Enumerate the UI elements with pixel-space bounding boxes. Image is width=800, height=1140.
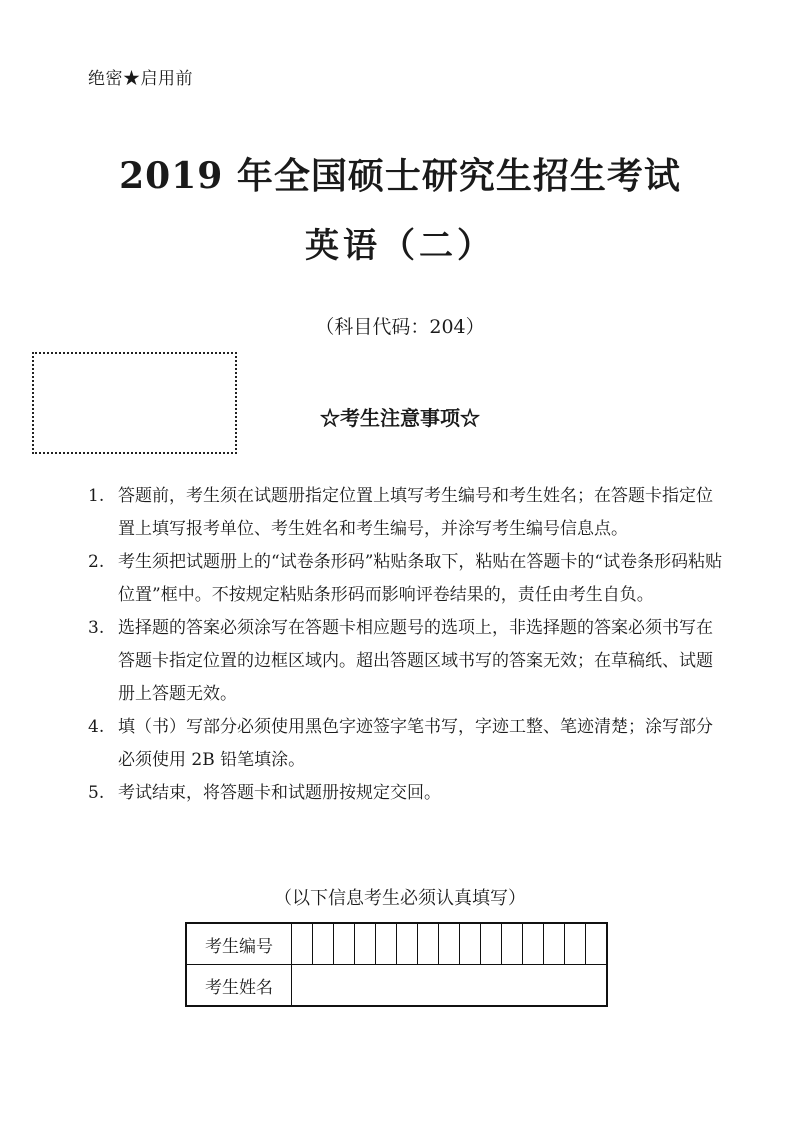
candidate-number-label: 考生编号 (186, 923, 292, 965)
exam-title: 2019 年全国硕士研究生招生考试 (119, 155, 681, 197)
notice-item (88, 480, 728, 546)
notice-item-number: 1. (88, 486, 105, 506)
notice-item-text: 答题前，考生须在试题册指定位置上填写考生编号和考生姓名；在答题卡指定位置上填写报考单位、考生姓名和考生编号，并涂写考生编号信息点。 (118, 486, 713, 539)
candidate-number-digit-cell[interactable] (523, 923, 544, 965)
candidate-number-digit-cell[interactable] (544, 923, 565, 965)
candidate-number-digit-cell[interactable] (418, 923, 439, 965)
confidential-mark: 绝密★启用前 (88, 69, 193, 89)
notice-item-number: 2. (88, 552, 105, 572)
candidate-name-row (186, 965, 607, 1007)
candidate-name-label: 考生姓名 (186, 965, 292, 1007)
candidate-number-digit-cell[interactable] (334, 923, 355, 965)
exam-subject: 英语（二） (305, 226, 495, 266)
notice-item (88, 546, 728, 612)
candidate-number-digit-cell[interactable] (565, 923, 586, 965)
notice-item (88, 777, 728, 810)
notice-heading: ☆考生注意事项☆ (320, 406, 480, 430)
notice-item (88, 711, 728, 777)
candidate-number-digit-cell[interactable] (460, 923, 481, 965)
notice-list (88, 480, 728, 810)
notice-item-number: 3. (88, 618, 105, 638)
notice-item-text: 填（书）写部分必须使用黑色字迹签字笔书写，字迹工整、笔迹清楚；涂写部分必须使用 2B 铅笔填涂。 (118, 717, 713, 770)
candidate-number-row (186, 923, 607, 965)
notice-item-text: 考试结束，将答题卡和试题册按规定交回。 (118, 783, 441, 803)
candidate-number-digit-cell[interactable] (481, 923, 502, 965)
candidate-name-field[interactable] (292, 965, 608, 1007)
candidate-number-digit-cell[interactable] (397, 923, 418, 965)
info-form-caption: （以下信息考生必须认真填写） (274, 888, 526, 909)
notice-item-number: 5. (88, 783, 105, 803)
subject-code: （科目代码：204） (315, 316, 485, 338)
candidate-number-digit-cell[interactable] (376, 923, 397, 965)
notice-item-number: 4. (88, 717, 105, 737)
candidate-number-digit-cell[interactable] (313, 923, 334, 965)
notice-item-text: 考生须把试题册上的“试卷条形码”粘贴条取下，粘贴在答题卡的“试卷条形码粘贴位置”框中。不按规定粘贴条形码而影响评卷结果的，责任由考生自负。 (118, 552, 723, 605)
notice-item-text: 选择题的答案必须涂写在答题卡相应题号的选项上，非选择题的答案必须书写在答题卡指定位置的边框区域内。超出答题区域书写的答案无效；在草稿纸、试题册上答题无效。 (118, 618, 713, 704)
candidate-info-table (185, 922, 608, 1007)
candidate-number-digit-cell[interactable] (355, 923, 376, 965)
candidate-number-digit-cell[interactable] (439, 923, 460, 965)
candidate-number-digit-cell[interactable] (292, 923, 313, 965)
candidate-number-digit-cell[interactable] (586, 923, 608, 965)
notice-item (88, 612, 728, 711)
candidate-number-digit-cell[interactable] (502, 923, 523, 965)
